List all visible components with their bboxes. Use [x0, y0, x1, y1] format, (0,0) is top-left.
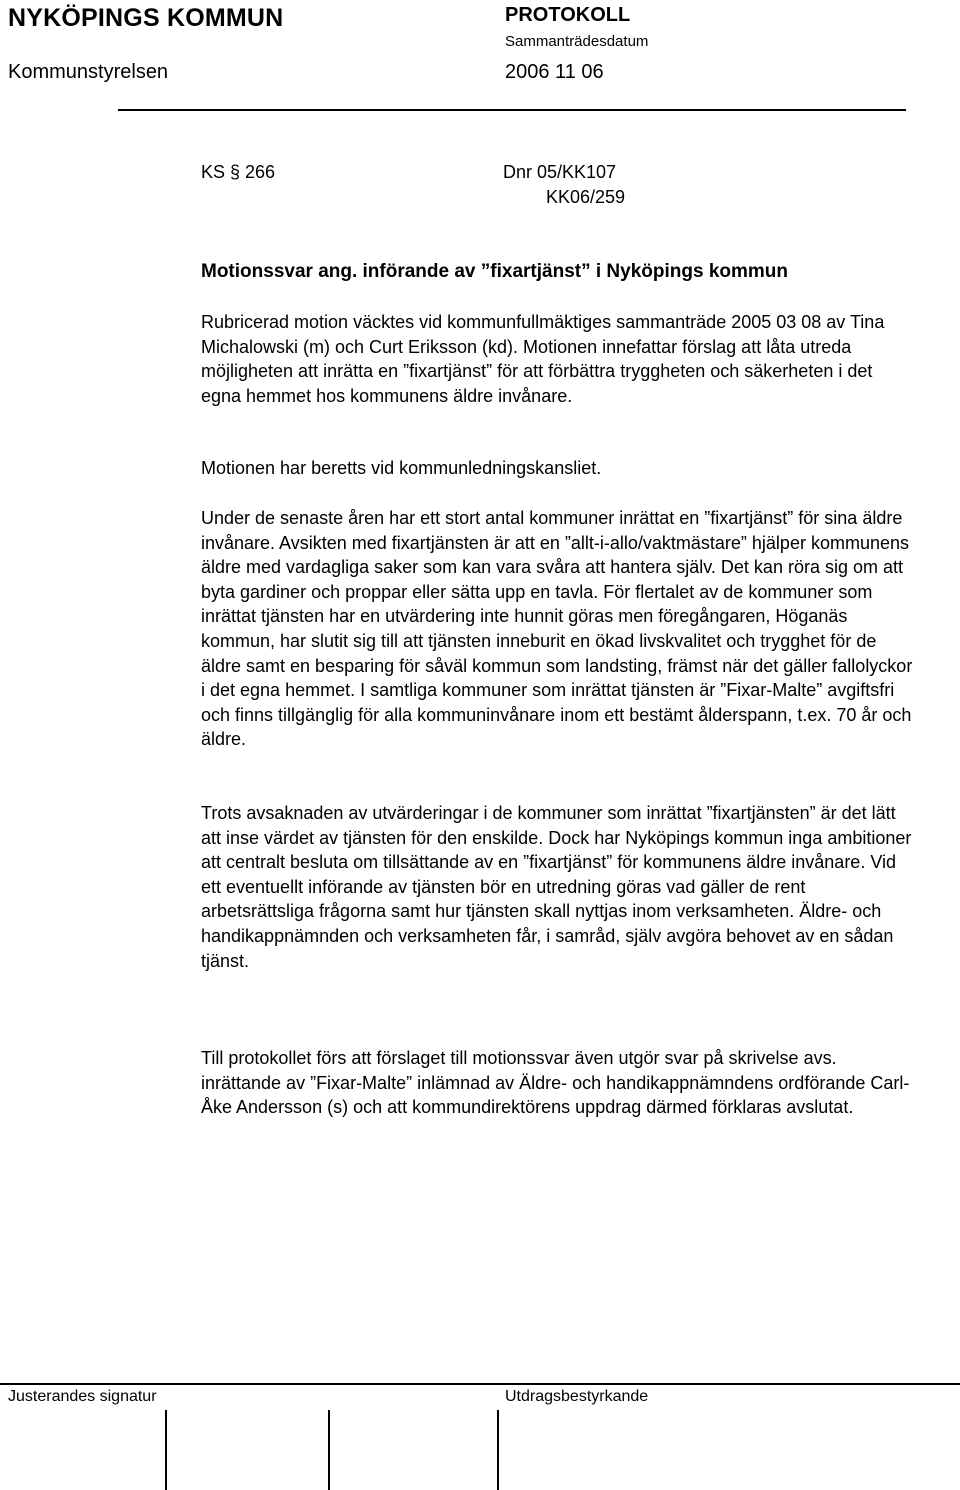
- document-title: Motionssvar ang. införande av ”fixartjänst” i Nyköpings kommun: [201, 261, 788, 282]
- diary-number: Dnr 05/KK107: [503, 162, 617, 182]
- organization-name: NYKÖPINGS KOMMUN: [8, 4, 284, 32]
- signature-label: Justerandes signatur: [8, 1388, 157, 1405]
- diary-number-secondary: KK06/259: [546, 187, 626, 207]
- signature-box-divider: [328, 1410, 330, 1490]
- case-number: KS § 266: [201, 162, 276, 182]
- footer-divider: [0, 1383, 960, 1385]
- paragraph-background: Under de senaste åren har ett stort antal kommuner inrättat en ”fixartjänst” för sina äldre invånare. Avsikten med fixartjänsten är att en ”allt-i-allo/vaktmästare” hjälper kommunens äldre med vardagliga saker som kan vara svåra att hantera själv. Det kan röra sig om att byta gardiner och proppar eller sätta upp en tavla. För flertalet av de kommuner som inrättat tjänsten har en utvärdering inte hunnit göras men föregångaren, Höganäs kommun, har slutit sig till att tjänsten inneburit en ökad livskvalitet och trygghet för de äldre samt en besparing för såväl kommun som landsting, främst när det gäller fallolyckor i det egna hemmet. I samtliga kommuner som inrättat tjänsten är ”Fixar-Malte” avgiftsfri och finns tillgänglig för alla kommuninvånare inom ett bestämt ålderspann, t.ex. 70 år och äldre.: [201, 508, 913, 750]
- meeting-date-value: 2006 11 06: [505, 61, 604, 83]
- paragraph-conclusion: Till protokollet förs att förslaget till motionssvar även utgör svar på skrivelse avs. inrättande av ”Fixar-Malte” inlämnad av Äldre- och handikappnämndens ordförande Carl-Åke Andersson (s) och att kommundirektörens uppdrag därmed förklaras avslutat.: [201, 1048, 910, 1118]
- signature-box-divider: [165, 1410, 167, 1490]
- paragraph-motion-summary: Rubricerad motion väcktes vid kommunfullmäktiges sammanträde 2005 03 08 av Tina Michalowski (m) och Curt Eriksson (kd). Motionen innefattar förslag att låta utreda möjligheten att inrätta en ”fixartjänst” för att förbättra tryggheten och säkerheten i det egna hemmet hos kommunens äldre invånare.: [201, 312, 885, 406]
- document-type: PROTOKOLL: [505, 4, 631, 26]
- meeting-date-label: Sammanträdesdatum: [505, 33, 649, 50]
- certification-label: Utdragsbestyrkande: [505, 1388, 649, 1405]
- department-name: Kommunstyrelsen: [8, 61, 169, 83]
- signature-box-divider: [497, 1410, 499, 1490]
- header-divider: [118, 109, 906, 111]
- paragraph-preparation: Motionen har beretts vid kommunledningskansliet.: [201, 458, 602, 478]
- paragraph-assessment: Trots avsaknaden av utvärderingar i de kommuner som inrättat ”fixartjänsten” är det lätt att inse värdet av tjänsten för den enskilde. Dock har Nyköpings kommun inga ambitioner att centralt besluta om tillsättande av en ”fixartjänst” för kommunens äldre invånare. Vid ett eventuellt införande av tjänsten bör en utredning göras vad gäller de rent arbetsrättsliga frågorna samt hur tjänsten skall nyttjas inom verksamheten. Äldre- och handikappnämnden och verksamheten får, i samråd, själv avgöra behovet av en sådan tjänst.: [201, 803, 912, 971]
